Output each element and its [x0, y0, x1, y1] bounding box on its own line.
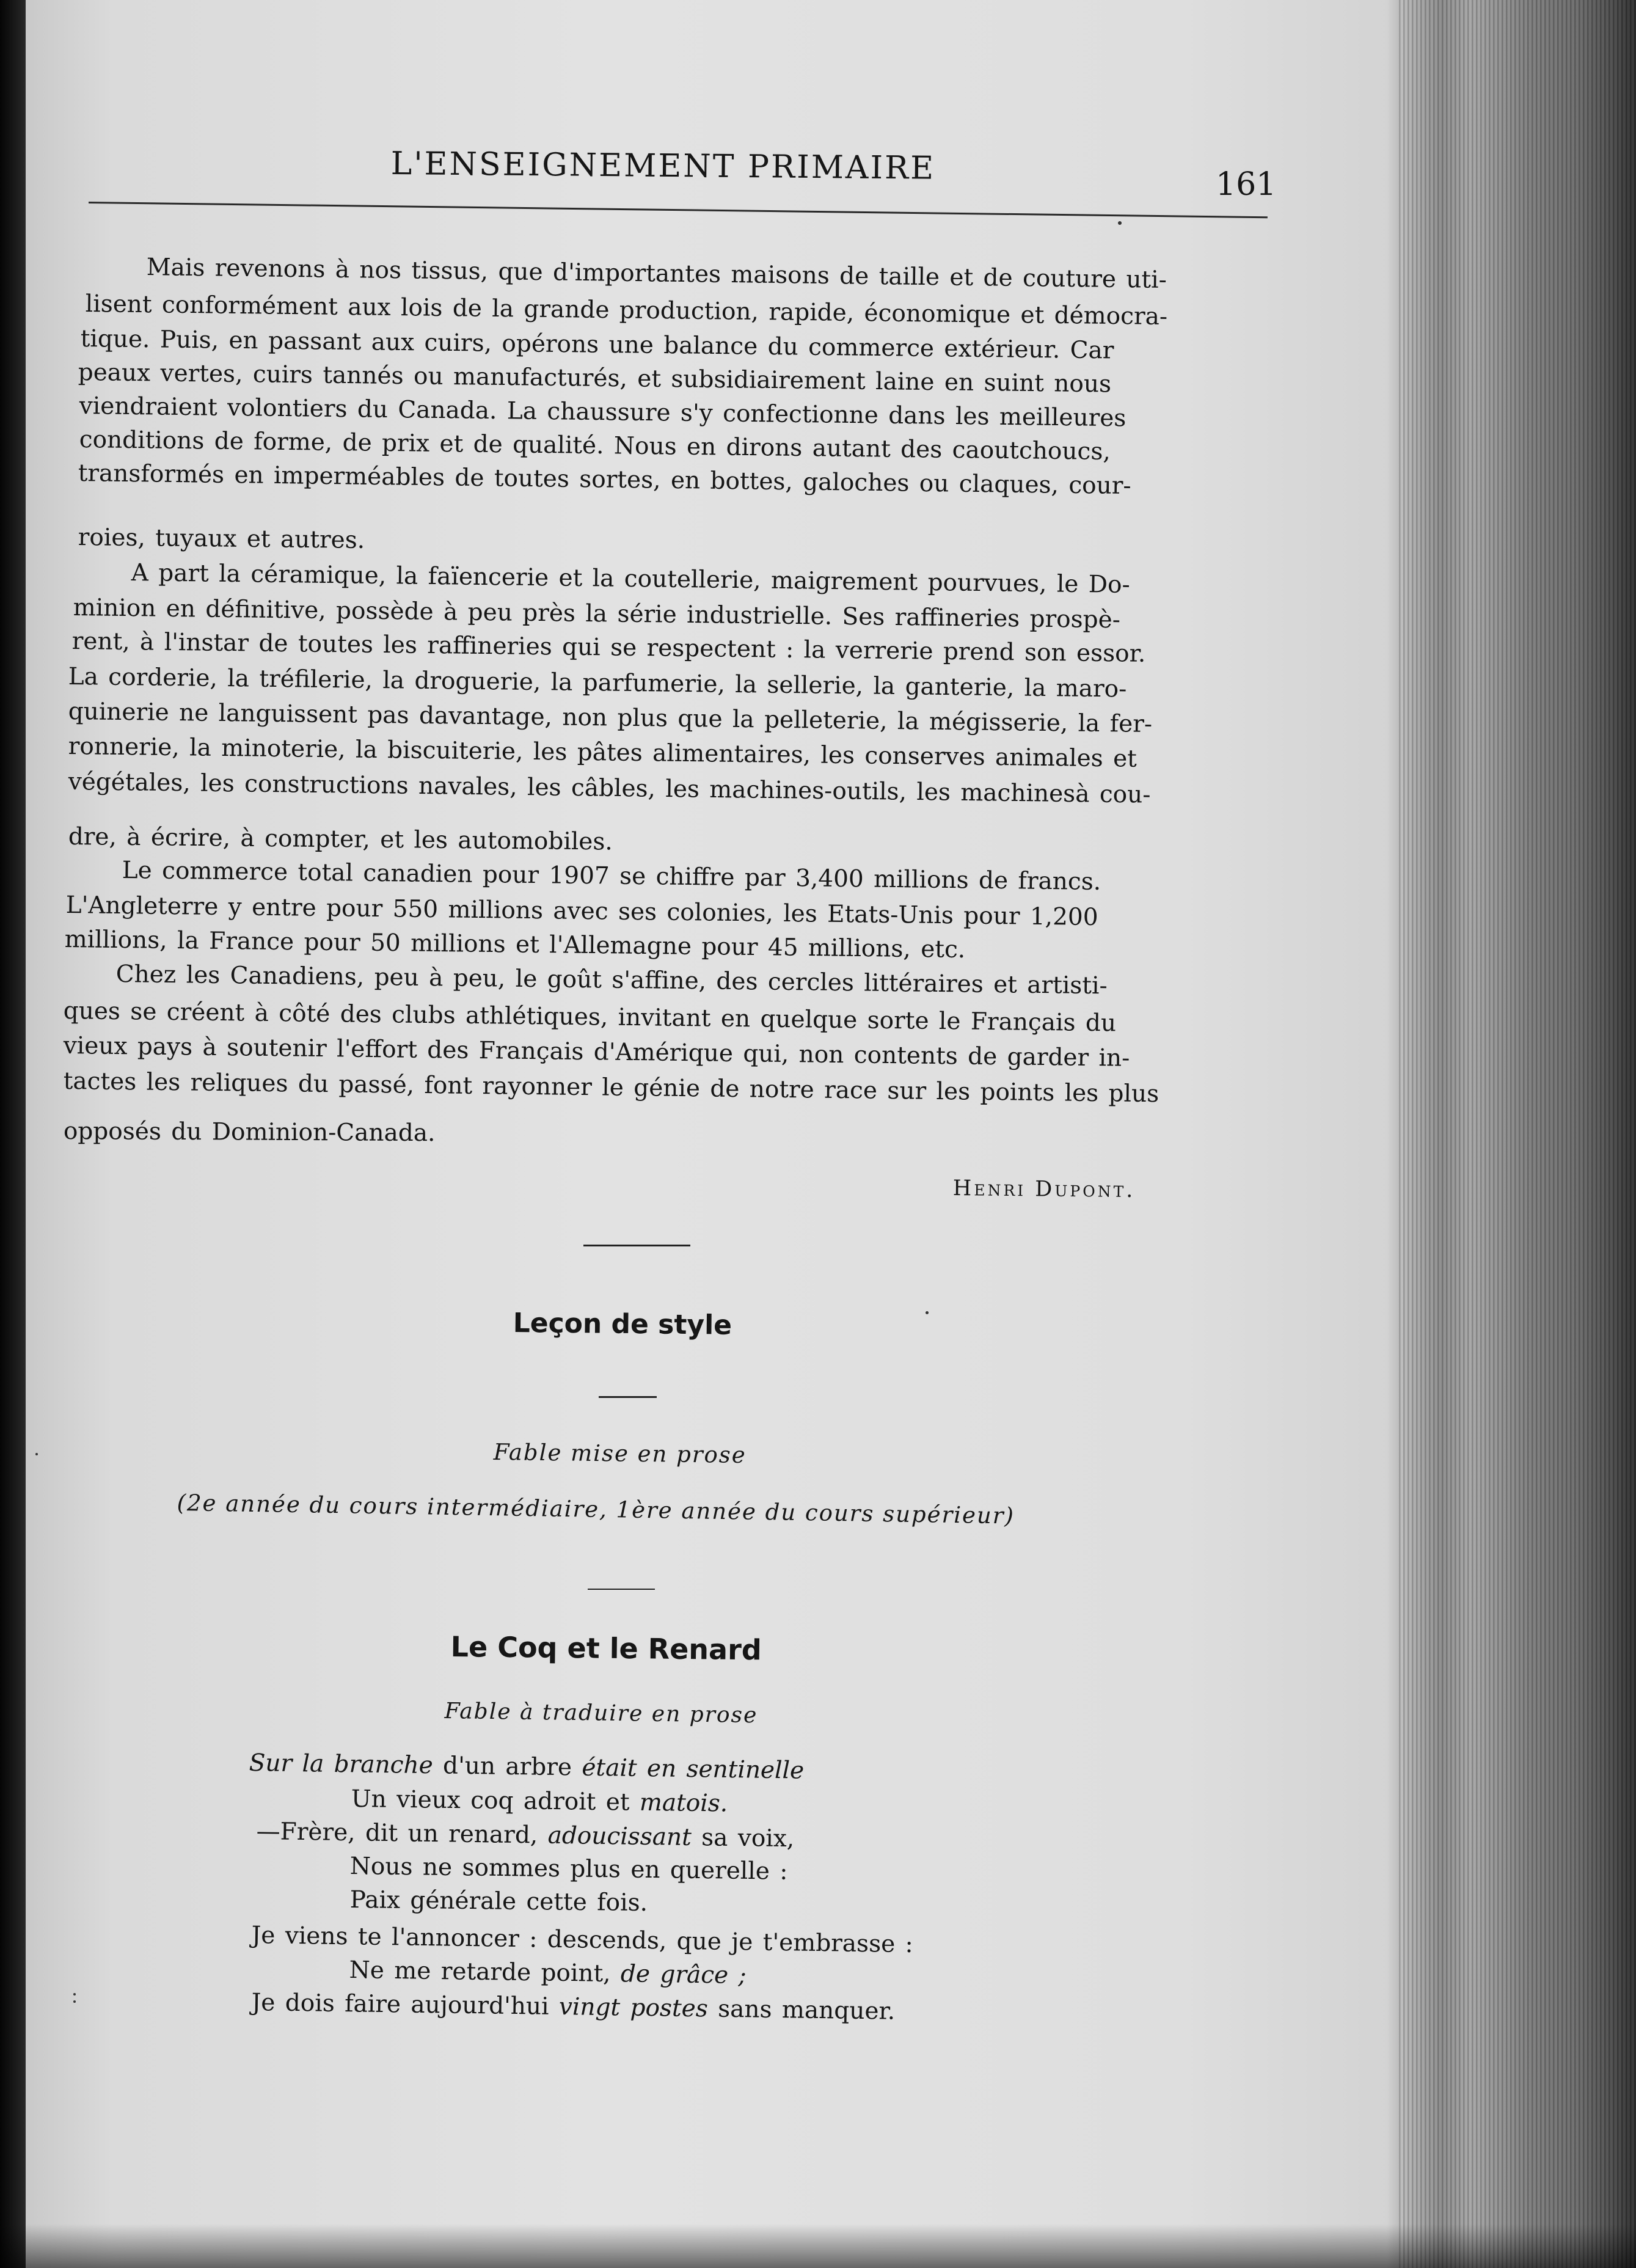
article-line: opposés du Dominion-Canada. — [63, 1118, 436, 1147]
article-line: La corderie, la tréfilerie, la droguerie, la parfumerie, la sellerie, la ganterie, la maro- — [68, 663, 1127, 703]
dust-speck — [35, 1453, 38, 1455]
verse-line — [351, 1787, 728, 1816]
lesson-subtitle: Fable mise en prose — [493, 1439, 747, 1469]
article-line: Chez les Canadiens, peu à peu, le goût s'affine, des cercles littéraires et artisti- — [115, 960, 1108, 1000]
dust-speck — [73, 2000, 76, 2003]
article-line: roies, tuyaux et autres. — [78, 524, 365, 554]
book-page-stack — [1399, 0, 1636, 2268]
verse-segment: Paix générale cette fois. — [349, 1886, 648, 1917]
dust-speck — [73, 1993, 76, 1995]
article-line: viendraient volontiers du Canada. La chaussure s'y confectionne dans les meilleures — [79, 392, 1127, 433]
section-separator — [583, 1245, 690, 1246]
verse-segment: d'un arbre — [433, 1752, 582, 1782]
article-line: ronnerie, la minoterie, la biscuiterie, les pâtes alimentaires, les conserves animales et — [68, 733, 1138, 773]
article-line: vieux pays à soutenir l'effort des Français d'Amérique qui, non contents de garder in- — [63, 1032, 1130, 1072]
verse-italic-segment: matois. — [639, 1788, 728, 1818]
scan-bottom-shadow — [0, 2224, 1636, 2268]
verse-italic-segment: vingt postes — [558, 1993, 709, 2023]
verse-italic-segment: Sur la branche — [249, 1749, 434, 1780]
verse-segment: Je dois faire aujourd'hui — [251, 1989, 560, 2021]
running-title: L'ENSEIGNEMENT PRIMAIRE — [390, 145, 936, 187]
verse-line — [256, 1820, 794, 1851]
article-line: rent, à l'instar de toutes les raffineries qui se respectent : la verrerie prend son essor. — [71, 627, 1146, 668]
article-line: Le commerce total canadien pour 1907 se chiffre par 3,400 millions de francs. — [122, 857, 1101, 896]
article-line: L'Angleterre y entre pour 550 millions avec ses colonies, les Etats-Unis pour 1,200 — [65, 891, 1098, 932]
author-signature: Henri Dupont. — [952, 1176, 1136, 1203]
article-line: tique. Puis, en passant aux cuirs, opérons une balance du commerce extérieur. Car — [80, 325, 1114, 365]
scan-left-margin — [0, 0, 26, 2268]
verse-segment: Ne me retarde point, — [349, 1956, 621, 1988]
page-number: 161 — [1216, 166, 1277, 203]
article-line: millions, la France pour 50 millions et l'Allemagne pour 45 millions, etc. — [64, 926, 966, 964]
article-line: conditions de forme, de prix et de qualité. Nous en dirons autant des caoutchoucs, — [79, 426, 1111, 466]
verse-segment: Nous ne sommes plus en querelle : — [349, 1853, 788, 1886]
verse-line — [350, 1854, 788, 1884]
article-line: quinerie ne languissent pas davantage, non plus que la pelleterie, la mégisserie, la fer- — [68, 698, 1153, 739]
verse-italic-segment: adoucissant — [547, 1821, 692, 1851]
verse-segment: Je viens te l'annoncer : descends, que je t'embrasse : — [251, 1922, 914, 1959]
dust-speck — [926, 1311, 929, 1314]
article-line: lisent conformément aux lois de la grande production, rapide, économique et démocra- — [85, 290, 1168, 331]
title-separator — [599, 1396, 657, 1398]
article-line: dre, à écrire, à compter, et les automobiles. — [68, 823, 613, 856]
verse-segment: sans manquer. — [707, 1995, 896, 2025]
verse-line — [349, 1958, 747, 1988]
article-line: transformés en imperméables de toutes sortes, en bottes, galoches ou claques, cour- — [78, 459, 1131, 500]
article-line: végétales, les constructions navales, les câbles, les machines-outils, les machinesà cou- — [68, 768, 1151, 809]
verse-segment: Un vieux coq adroit et — [351, 1785, 640, 1816]
dust-speck — [1118, 221, 1122, 225]
verse-segment: sa voix, — [691, 1823, 795, 1853]
fable-separator — [588, 1589, 655, 1590]
verse-italic-segment: de grâce ; — [620, 1960, 747, 1990]
article-line: ques se créent à côté des clubs athlétiques, invitant en quelque sorte le Français du — [63, 997, 1117, 1037]
fable-title: Le Coq et le Renard — [450, 1630, 762, 1667]
article-line: peaux vertes, cuirs tannés ou manufacturés, et subsidiairement laine en suint nous — [78, 359, 1112, 398]
lesson-title: Leçon de style — [513, 1308, 732, 1341]
verse-line — [350, 1888, 648, 1915]
verse-segment: —Frère, dit un renard, — [256, 1818, 548, 1849]
course-note: (2e année du cours intermédiaire, 1ère année du cours supérieur) — [177, 1490, 1015, 1529]
article-line: A part la céramique, la faïencerie et la coutellerie, maigrement pourvues, le Do- — [131, 559, 1131, 599]
article-line: Mais revenons à nos tissus, que d'importantes maisons de taille et de couture uti- — [146, 254, 1167, 294]
verse-italic-segment: était en sentinelle — [582, 1754, 805, 1785]
article-line: minion en définitive, possède à peu près la série industrielle. Ses raffineries prospè- — [73, 594, 1121, 634]
article-line: tactes les reliques du passé, font rayonner le génie de notre race sur les points les plus — [63, 1067, 1159, 1108]
fable-subtitle: Fable à traduire en prose — [444, 1699, 758, 1728]
